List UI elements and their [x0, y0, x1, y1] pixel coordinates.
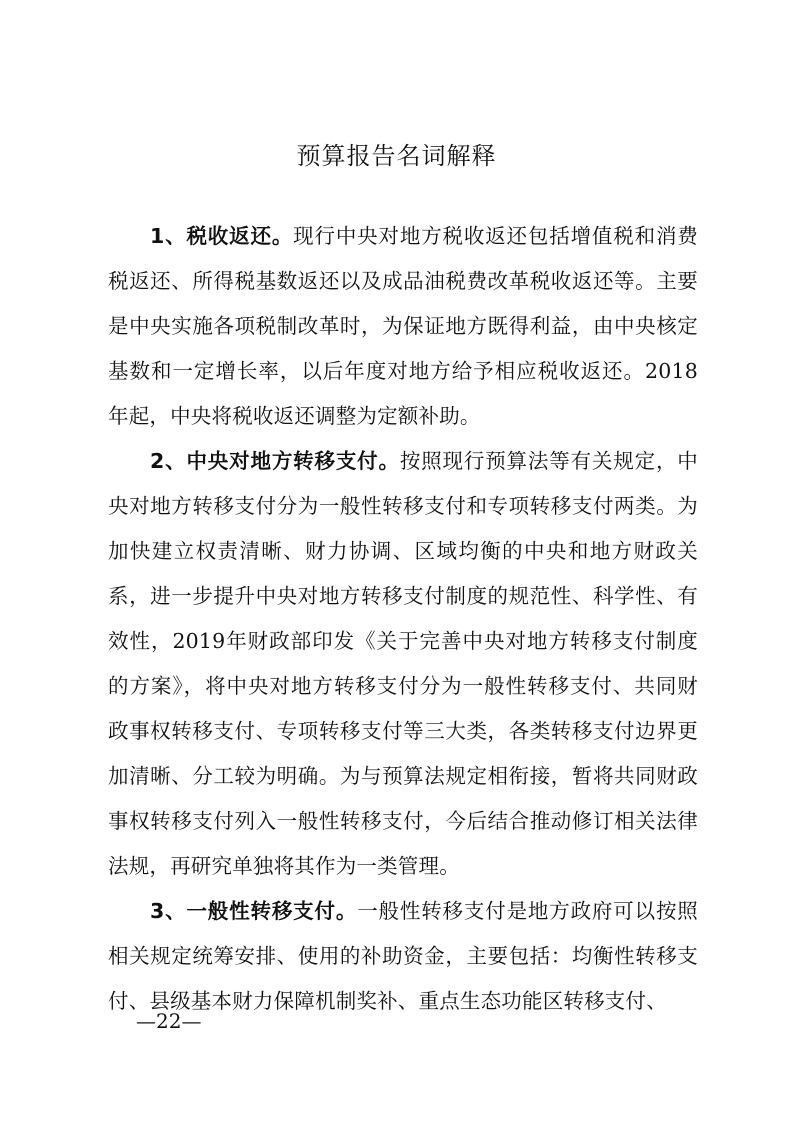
section-1-paragraph	[108, 214, 698, 439]
section-2-paragraph	[108, 439, 698, 889]
section-2-number: 2、	[150, 449, 187, 473]
section-1-number: 1、	[150, 224, 187, 248]
section-3-paragraph	[108, 889, 698, 1024]
section-1-term: 税收返还。	[186, 224, 294, 248]
section-3-term: 一般性转移支付。	[186, 899, 358, 923]
section-1-text: 现行中央对地方税收返还包括增值税和消费税返还、所得税基数返还以及成品油税费改革税收返还等。主要是中央实施各项税制改革时，为保证地方既得利益，由中央核定基数和一定增长率，以后年度对地方给予相应税收返还。2018年起，中央将税收返还调整为定额补助。	[108, 224, 698, 428]
document-title: 预算报告名词解释	[296, 142, 497, 170]
section-2-text: 按照现行预算法等有关规定，中央对地方转移支付分为一般性转移支付和专项转移支付两类。为加快建立权责清晰、财力协调、区域均衡的中央和地方财政关系，进一步提升中央对地方转移支付制度的规范性、科学性、有效性，2019年财政部印发《关于完善中央对地方转移支付制度的方案》，将中央对地方转移支付分为一般性转移支付、共同财政事权转移支付、专项转移支付等三大类，各类转移支付边界更加清晰、分工较为明确。为与预算法规定相衔接，暂将共同财政事权转移支付列入一般性转移支付，今后结合推动修订相关法律法规，再研究单独将其作为一类管理。	[108, 449, 698, 878]
page-number: —22—	[136, 1009, 202, 1033]
section-3-number: 3、	[150, 899, 187, 923]
section-3-text: 一般性转移支付是地方政府可以按照相关规定统筹安排、使用的补助资金，主要包括：均衡性转移支付、县级基本财力保障机制奖补、重点生态功能区转移支付、	[108, 899, 698, 1013]
document-body	[108, 214, 698, 1024]
section-2-term: 中央对地方转移支付。	[186, 449, 400, 473]
